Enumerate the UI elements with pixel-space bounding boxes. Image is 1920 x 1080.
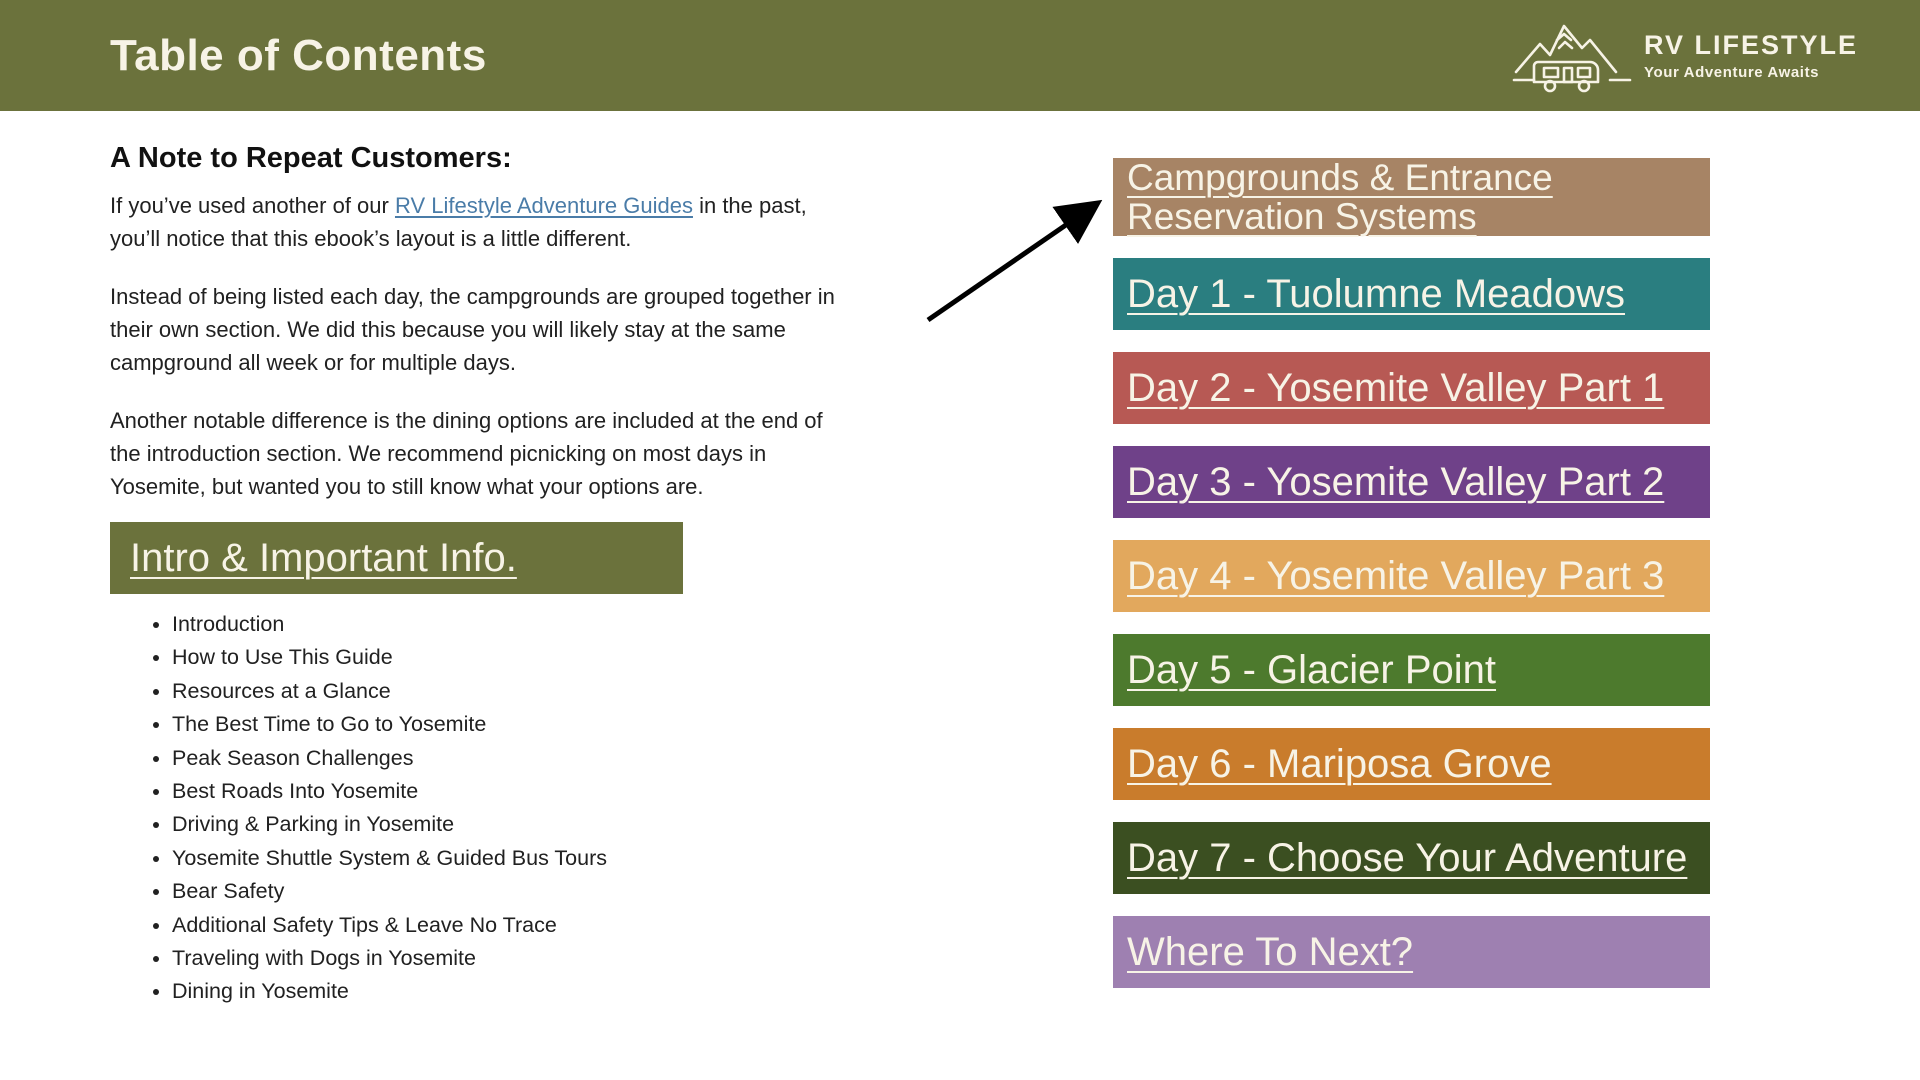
list-item: • Driving & Parking in Yosemite xyxy=(172,808,962,841)
note-paragraph-1 xyxy=(110,189,962,255)
intro-topics-list xyxy=(110,608,962,1009)
toc-link-label: Day 6 - Mariposa Grove xyxy=(1127,742,1552,786)
note-section xyxy=(110,142,962,1009)
toc-link-day-3[interactable] xyxy=(1113,446,1710,518)
list-item: • Bear Safety xyxy=(172,875,962,908)
toc-link-intro-important-info[interactable] xyxy=(110,522,683,594)
note-paragraph-3 xyxy=(110,404,962,503)
paragraph-text: in the past, xyxy=(692,193,807,218)
rv-lifestyle-logo xyxy=(1512,10,1858,100)
toc-link-label: Day 4 - Yosemite Valley Part 3 xyxy=(1127,554,1665,598)
toc-link-label: Day 2 - Yosemite Valley Part 1 xyxy=(1127,366,1665,410)
page-title: Table of Contents xyxy=(110,30,487,80)
list-item: • Best Roads Into Yosemite xyxy=(172,775,962,808)
list-item: • Resources at a Glance xyxy=(172,675,962,708)
list-item: • How to Use This Guide xyxy=(172,641,962,674)
toc-link-label: Day 5 - Glacier Point xyxy=(1127,648,1497,692)
note-heading: A Note to Repeat Customers: xyxy=(110,142,512,174)
list-item: • Yosemite Shuttle System & Guided Bus Tours xyxy=(172,842,962,875)
list-item: • The Best Time to Go to Yosemite xyxy=(172,708,962,741)
paragraph-line: Yosemite, but wanted you to still know what your options are. xyxy=(110,474,704,499)
toc-link-label: Day 3 - Yosemite Valley Part 2 xyxy=(1127,460,1665,504)
note-paragraph-2 xyxy=(110,280,962,379)
paragraph-line: Instead of being listed each day, the campgrounds are grouped together in xyxy=(110,284,835,309)
chapter-links xyxy=(1113,158,1710,1010)
list-item: • Introduction xyxy=(172,608,962,641)
paragraph-line: their own section. We did this because you will likely stay at the same xyxy=(110,317,786,342)
paragraph-line: you’ll notice that this ebook’s layout is a little different. xyxy=(110,226,632,251)
toc-link-label: Day 7 - Choose Your Adventure xyxy=(1127,836,1688,880)
logo-tagline: Your Adventure Awaits xyxy=(1643,63,1820,81)
toc-link-campgrounds[interactable] xyxy=(1113,158,1710,236)
toc-link-day-7[interactable] xyxy=(1113,822,1710,894)
logo-text xyxy=(1644,30,1858,81)
header-bar xyxy=(0,0,1920,111)
list-item: • Additional Safety Tips & Leave No Trace xyxy=(172,909,962,942)
toc-link-day-2[interactable] xyxy=(1113,352,1710,424)
toc-link-label: Where To Next? xyxy=(1127,930,1414,974)
toc-link-day-1[interactable] xyxy=(1113,258,1710,330)
list-item: • Traveling with Dogs in Yosemite xyxy=(172,942,962,975)
toc-link-day-6[interactable] xyxy=(1113,728,1710,800)
toc-link-label: Campgrounds & Entrance Reservation Systems xyxy=(1127,157,1553,237)
adventure-guides-link[interactable]: RV Lifestyle Adventure Guides xyxy=(394,193,693,218)
list-item: • Peak Season Challenges xyxy=(172,742,962,775)
toc-link-day-5[interactable] xyxy=(1113,634,1710,706)
paragraph-text: If you’ve used another of our xyxy=(110,193,395,218)
toc-link-day-4[interactable] xyxy=(1113,540,1710,612)
toc-link-where-to-next[interactable] xyxy=(1113,916,1710,988)
rv-mountains-icon xyxy=(1512,10,1632,100)
paragraph-line xyxy=(110,189,962,222)
logo-name: RV LIFESTYLE xyxy=(1643,29,1858,60)
paragraph-line: Another notable difference is the dining options are included at the end of xyxy=(110,408,823,433)
toc-link-label: Day 1 - Tuolumne Meadows xyxy=(1127,272,1626,316)
paragraph-line: the introduction section. We recommend picnicking on most days in xyxy=(110,441,767,466)
list-item: • Dining in Yosemite xyxy=(172,975,962,1008)
toc-link-label: Intro & Important Info. xyxy=(130,535,517,580)
paragraph-line: campground all week or for multiple days. xyxy=(110,350,516,375)
